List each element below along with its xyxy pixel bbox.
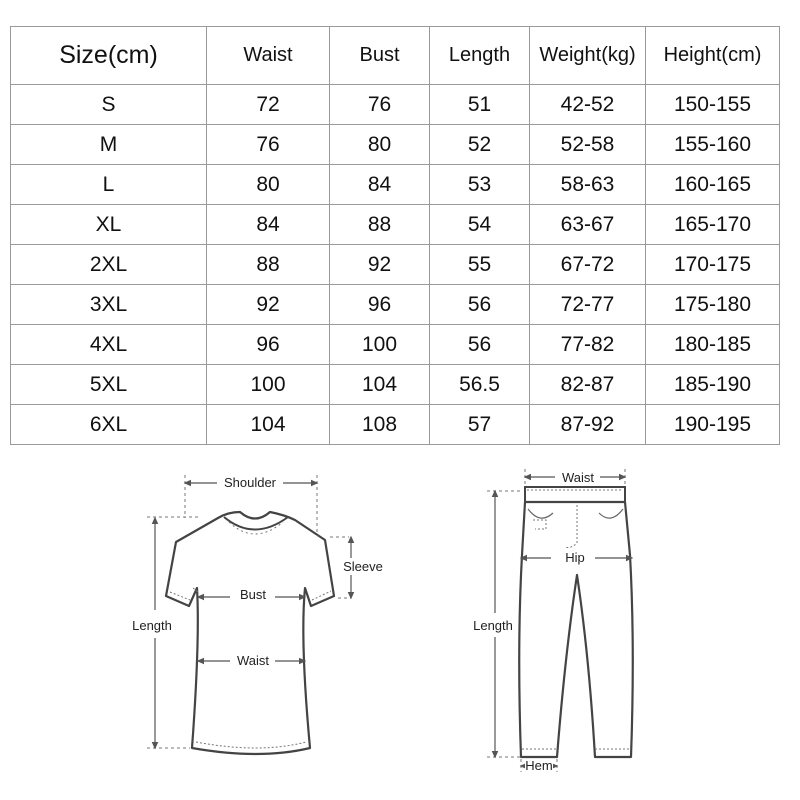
height-cell: 155-160 xyxy=(646,125,780,165)
height-cell: 150-155 xyxy=(646,85,780,125)
waist-cell: 96 xyxy=(207,325,330,365)
length-label: Length xyxy=(132,618,172,633)
header-height: Height(cm) xyxy=(646,27,780,85)
size-table-body xyxy=(11,85,780,445)
hip-label: Hip xyxy=(565,550,585,565)
header-size: Size(cm) xyxy=(11,27,207,85)
weight-cell: 87-92 xyxy=(530,405,646,445)
size-table-header xyxy=(11,27,780,85)
shoulder-label: Shoulder xyxy=(223,475,277,490)
height-cell: 160-165 xyxy=(646,165,780,205)
bust-cell: 104 xyxy=(330,365,430,405)
bust-cell: 96 xyxy=(330,285,430,325)
size-table xyxy=(10,26,780,445)
length-cell: 55 xyxy=(430,245,530,285)
table-row xyxy=(11,165,780,205)
bust-cell: 76 xyxy=(330,85,430,125)
length-cell: 53 xyxy=(430,165,530,205)
bust-cell: 88 xyxy=(330,205,430,245)
size-cell: 5XL xyxy=(11,365,207,405)
header-length: Length xyxy=(430,27,530,85)
table-row xyxy=(11,85,780,125)
pants-diagram xyxy=(465,465,655,777)
height-cell: 175-180 xyxy=(646,285,780,325)
height-cell: 170-175 xyxy=(646,245,780,285)
pants-waist-label: Waist xyxy=(561,470,595,485)
length-cell: 56 xyxy=(430,285,530,325)
bust-label: Bust xyxy=(239,587,267,602)
length-cell: 52 xyxy=(430,125,530,165)
height-cell: 180-185 xyxy=(646,325,780,365)
size-cell: 2XL xyxy=(11,245,207,285)
table-row xyxy=(11,285,780,325)
header-waist: Waist xyxy=(207,27,330,85)
header-row xyxy=(11,27,780,85)
length-cell: 56.5 xyxy=(430,365,530,405)
size-cell: 3XL xyxy=(11,285,207,325)
table-row xyxy=(11,405,780,445)
waist-cell: 80 xyxy=(207,165,330,205)
table-row xyxy=(11,245,780,285)
size-cell: 4XL xyxy=(11,325,207,365)
table-row xyxy=(11,325,780,365)
pants-outline xyxy=(519,502,633,757)
waist-cell: 84 xyxy=(207,205,330,245)
waist-cell: 76 xyxy=(207,125,330,165)
sleeve-label: Sleeve xyxy=(343,559,383,574)
table-row xyxy=(11,205,780,245)
size-cell: L xyxy=(11,165,207,205)
weight-cell: 42-52 xyxy=(530,85,646,125)
bust-cell: 92 xyxy=(330,245,430,285)
length-cell: 57 xyxy=(430,405,530,445)
pants-waistband xyxy=(525,487,625,502)
waist-cell: 92 xyxy=(207,285,330,325)
length-cell: 51 xyxy=(430,85,530,125)
length-cell: 56 xyxy=(430,325,530,365)
header-bust: Bust xyxy=(330,27,430,85)
size-cell: 6XL xyxy=(11,405,207,445)
bust-cell: 80 xyxy=(330,125,430,165)
hem-label: Hem xyxy=(525,758,553,773)
height-cell: 190-195 xyxy=(646,405,780,445)
weight-cell: 52-58 xyxy=(530,125,646,165)
table-row xyxy=(11,365,780,405)
weight-cell: 63-67 xyxy=(530,205,646,245)
weight-cell: 77-82 xyxy=(530,325,646,365)
waist-cell: 104 xyxy=(207,405,330,445)
size-cell: M xyxy=(11,125,207,165)
size-cell: XL xyxy=(11,205,207,245)
header-weight: Weight(kg) xyxy=(530,27,646,85)
height-cell: 165-170 xyxy=(646,205,780,245)
waist-cell: 100 xyxy=(207,365,330,405)
waist-label: Waist xyxy=(236,653,270,668)
weight-cell: 58-63 xyxy=(530,165,646,205)
shirt-diagram xyxy=(120,470,390,760)
bust-cell: 100 xyxy=(330,325,430,365)
height-cell: 185-190 xyxy=(646,365,780,405)
bust-cell: 108 xyxy=(330,405,430,445)
weight-cell: 82-87 xyxy=(530,365,646,405)
pants-length-label: Length xyxy=(473,618,513,633)
shirt-outline xyxy=(166,512,334,754)
waist-cell: 88 xyxy=(207,245,330,285)
waist-cell: 72 xyxy=(207,85,330,125)
bust-cell: 84 xyxy=(330,165,430,205)
weight-cell: 72-77 xyxy=(530,285,646,325)
size-cell: S xyxy=(11,85,207,125)
length-cell: 54 xyxy=(430,205,530,245)
weight-cell: 67-72 xyxy=(530,245,646,285)
table-row xyxy=(11,125,780,165)
